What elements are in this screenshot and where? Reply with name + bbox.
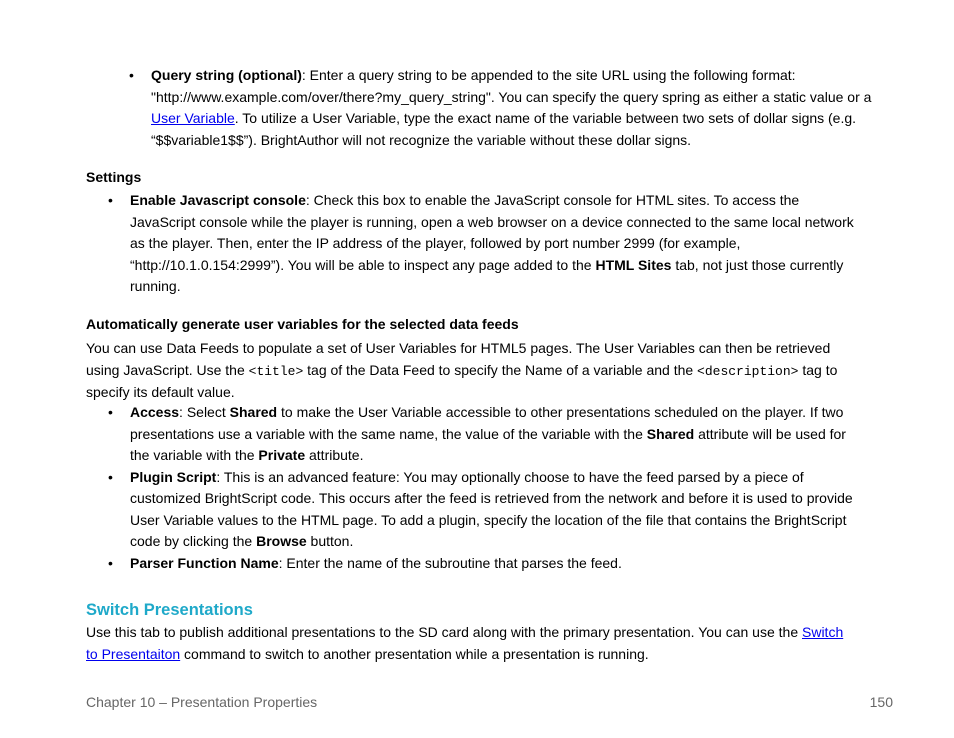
list-item-parser-function: • Parser Function Name: Enter the name of the subroutine that parses the feed.: [130, 553, 866, 575]
data-feeds-paragraph: You can use Data Feeds to populate a set of User Variables for HTML5 pages. The User Variables can then be retrieved using JavaScript. Use the <title> tag of the Data Feed to specify the Name of a variable and the <description> tag to specify its default value.: [86, 340, 838, 400]
query-string-list: [131, 65, 886, 151]
footer-chapter: Chapter 10 – Presentation Properties: [86, 694, 318, 710]
data-feed-options-list: [110, 402, 866, 574]
auto-variables-heading: Automatically generate user variables for the selected data feeds: [86, 316, 519, 332]
list-item-query-string: • Query string (optional): Enter a query string to be appended to the site URL using the following format: "http://www.example.com/over/there?my_query_string". You can specify the query spring as either a static value or a User Variable. To utilize a User Variable, type the exact name of the variable between two sets of dollar signs (e.g. “$$variable1$$”). BrightAuthor will not recognize the variable without these dollar signs.: [151, 65, 886, 151]
footer-page-number: 150: [869, 694, 893, 710]
switch-presentations-heading: Switch Presentations: [86, 601, 253, 619]
settings-list: [110, 190, 866, 298]
user-variable-link[interactable]: User Variable: [151, 110, 235, 126]
list-item-plugin-script: • Plugin Script: This is an advanced feature: You may optionally choose to have the feed parsed by a piece of customized BrightScript code. This occurs after the feed is retrieved from the network and before it is used to provide User Variable values to the HTML page. To add a plugin, specify the location of the file that contains the BrightScript code by clicking the Browse button.: [130, 467, 866, 553]
list-item-javascript-console: • Enable Javascript console: Check this box to enable the JavaScript console for HTML sites. To access the JavaScript console while the player is running, open a web browser on a device connected to the same local network as the player. Then, enter the IP address of the player, followed by port number 2999 (for example, “http://10.1.0.154:2999”). You will be able to inspect any page added to the HTML Sites tab, not just those currently running.: [130, 190, 866, 298]
switch-to-presentation-link[interactable]: Switch to Presentaiton: [86, 624, 844, 662]
list-item-access: • Access: Select Shared to make the User Variable accessible to other presentations scheduled on the player. If two presentations use a variable with the same name, the value of the variable with the Shared attribute will be used for the variable with the Private attribute.: [130, 402, 866, 467]
settings-heading: Settings: [86, 169, 142, 185]
switch-presentations-paragraph: Use this tab to publish additional presentations to the SD card along with the primary presentation. You can use the Switch to Presentaiton command to switch to another presentation while a presentation is running.: [86, 624, 844, 662]
